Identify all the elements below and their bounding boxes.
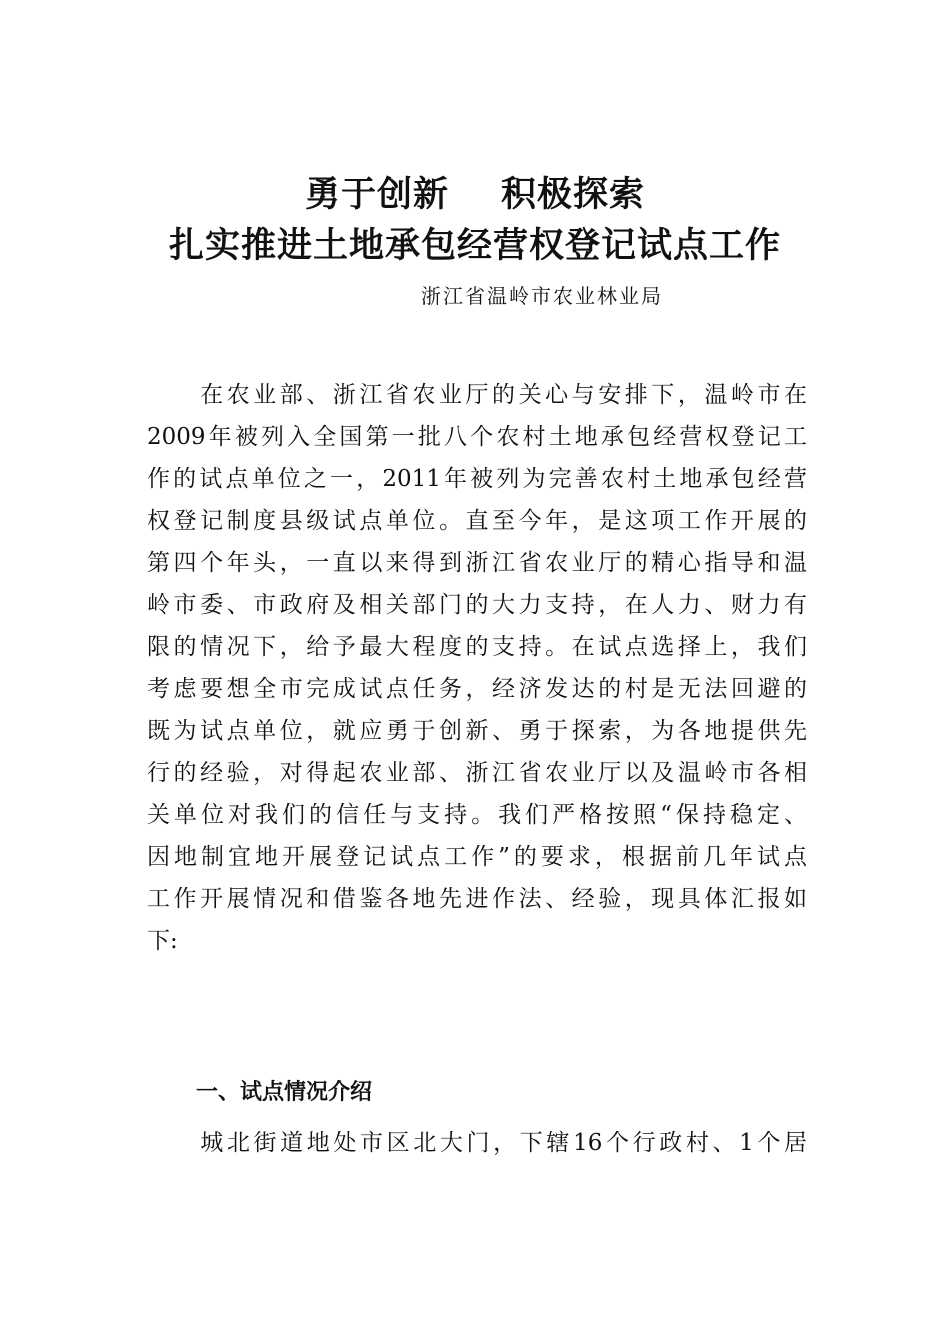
text-line: 下: bbox=[147, 928, 178, 954]
text-line: 权登记制度县级试点单位。直至今年，是这项工作开展的 bbox=[147, 508, 807, 534]
text-line: 作的试点单位之一，2011年被列为完善农村土地承包经营 bbox=[147, 466, 807, 492]
text-line: 既为试点单位，就应勇于创新、勇于探索，为各地提供先 bbox=[147, 718, 807, 744]
body-paragraph-1 bbox=[147, 374, 807, 962]
text-line: 第四个年头，一直以来得到浙江省农业厅的精心指导和温 bbox=[147, 550, 807, 576]
text-line: 在农业部、浙江省农业厅的关心与安排下，温岭市在 bbox=[147, 382, 807, 408]
text-line: 关单位对我们的信任与支持。我们严格按照“保持稳定、 bbox=[147, 802, 807, 828]
text-line: 考虑要想全市完成试点任务，经济发达的村是无法回避的 bbox=[147, 676, 807, 702]
text-line: 因地制宜地开展登记试点工作”的要求，根据前几年试点 bbox=[147, 844, 807, 870]
text-line: 城北街道地处市区北大门，下辖16个行政村、1个居 bbox=[147, 1130, 807, 1156]
title-part-1: 勇于创新 bbox=[304, 175, 449, 215]
title-part-2: 积极探索 bbox=[501, 175, 646, 215]
text-line: 2009年被列入全国第一批八个农村土地承包经营权登记工 bbox=[147, 424, 807, 450]
text-line: 行的经验，对得起农业部、浙江省农业厅以及温岭市各相 bbox=[147, 760, 807, 786]
text-line: 限的情况下，给予最大程度的支持。在试点选择上，我们 bbox=[147, 634, 807, 660]
text-line: 岭市委、市政府及相关部门的大力支持，在人力、财力有 bbox=[147, 592, 807, 618]
section-heading-1: 一、试点情况介绍 bbox=[196, 1080, 373, 1105]
text-line: 工作开展情况和借鉴各地先进作法、经验，现具体汇报如 bbox=[147, 886, 807, 912]
author-line: 浙江省温岭市农业林业局 bbox=[421, 284, 663, 308]
document-title-line2: 扎实推进土地承包经营权登记试点工作 bbox=[168, 226, 781, 266]
document-title-line1 bbox=[0, 175, 950, 215]
body-paragraph-2 bbox=[147, 1122, 807, 1164]
